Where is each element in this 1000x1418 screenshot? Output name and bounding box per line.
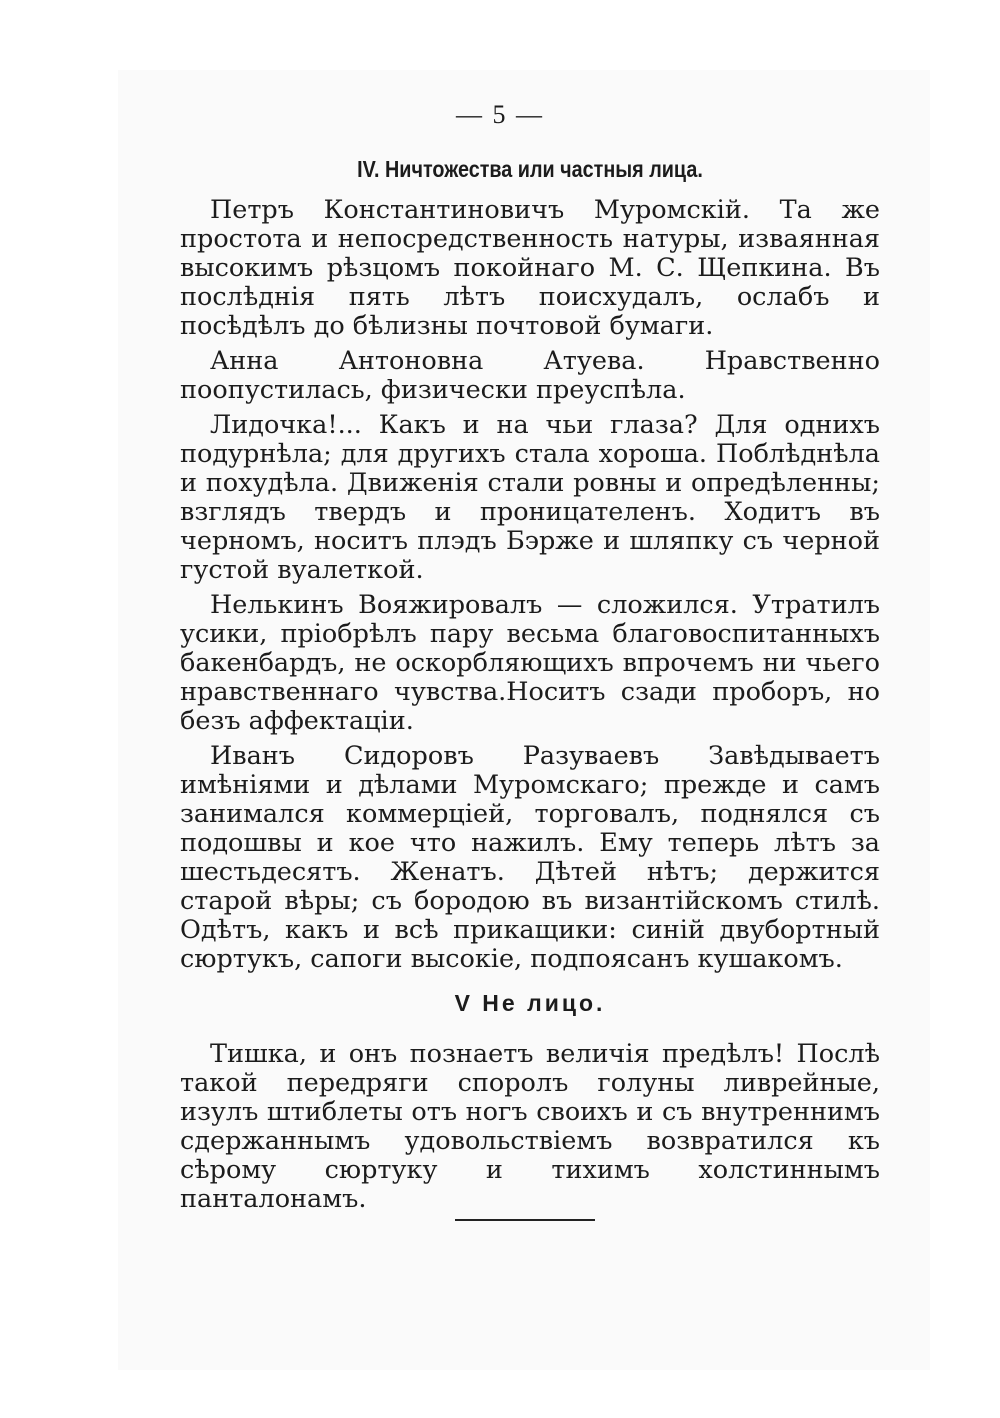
section-v-heading: V Не лицо. bbox=[454, 990, 606, 1016]
paragraph-muromsky: Петръ Константиновичъ Муромскій. Та же простота и непосредственность натуры, изваянная высокимъ рѣзцомъ покойнаго М. С. Щепкина. Въ послѣднія пять лѣтъ поисхудалъ, ослабъ и посѣдѣлъ до бѣлизны почтовой бумаги. bbox=[180, 195, 880, 341]
section-v-body bbox=[180, 1040, 880, 1220]
section-iv-body bbox=[180, 196, 880, 980]
paragraph-lidochka: Лидочка!... Какъ и на чьи глаза? Для однихъ подурнѣла; для другихъ стала хороша. Поблѣднѣла и похудѣла. Движенія стали ровны и опредѣленны; взглядъ твердъ и проницателенъ. Ходитъ въ черномъ, носитъ плэдъ Бэрже и шляпку съ черной густой вуалеткой. bbox=[180, 410, 880, 585]
paragraph-nelkin: Нелькинъ Вояжировалъ — сложился. Утратилъ усики, пріобрѣлъ пару весьма благовоспитанныхъ бакенбардъ, не оскорбляющихъ впрочемъ ни чьего нравственнаго чувства.Носитъ сзади проборъ, но безъ аффектаціи. bbox=[180, 590, 880, 736]
paragraph-atueva: Анна Антоновна Атуева. Нравственно поопустилась, физически преуспѣла. bbox=[180, 346, 880, 405]
end-divider bbox=[455, 1219, 595, 1221]
paragraph-tishka: Тишка, и онъ познаетъ величія предѣлъ! Послѣ такой передряги споролъ голуны ливрейные, изулъ штиблеты отъ ногъ своихъ и съ внутреннимъ сдержаннымъ удовольствіемъ возвратился къ сѣрому сюртуку и тихимъ холстиннымъ панталонамъ. bbox=[180, 1039, 880, 1214]
section-iv-heading: IV. Ничтожества или частныя лица. bbox=[357, 156, 703, 182]
paragraph-razuvaev: Иванъ Сидоровъ Разуваевъ Завѣдываетъ имѣніями и дѣлами Муромскаго; прежде и самъ занимался коммерціей, торговалъ, поднялся съ подошвы и кое что нажилъ. Ему теперь лѣтъ за шестьдесятъ. Женатъ. Дѣтей нѣтъ; держится старой вѣры; съ бородою въ византійскомъ стилѣ. Одѣтъ, какъ и всѣ прикащики: синій двубортный сюртукъ, сапоги высокіе, подпоясанъ кушакомъ. bbox=[180, 741, 880, 974]
page-number: — 5 — bbox=[456, 100, 544, 129]
